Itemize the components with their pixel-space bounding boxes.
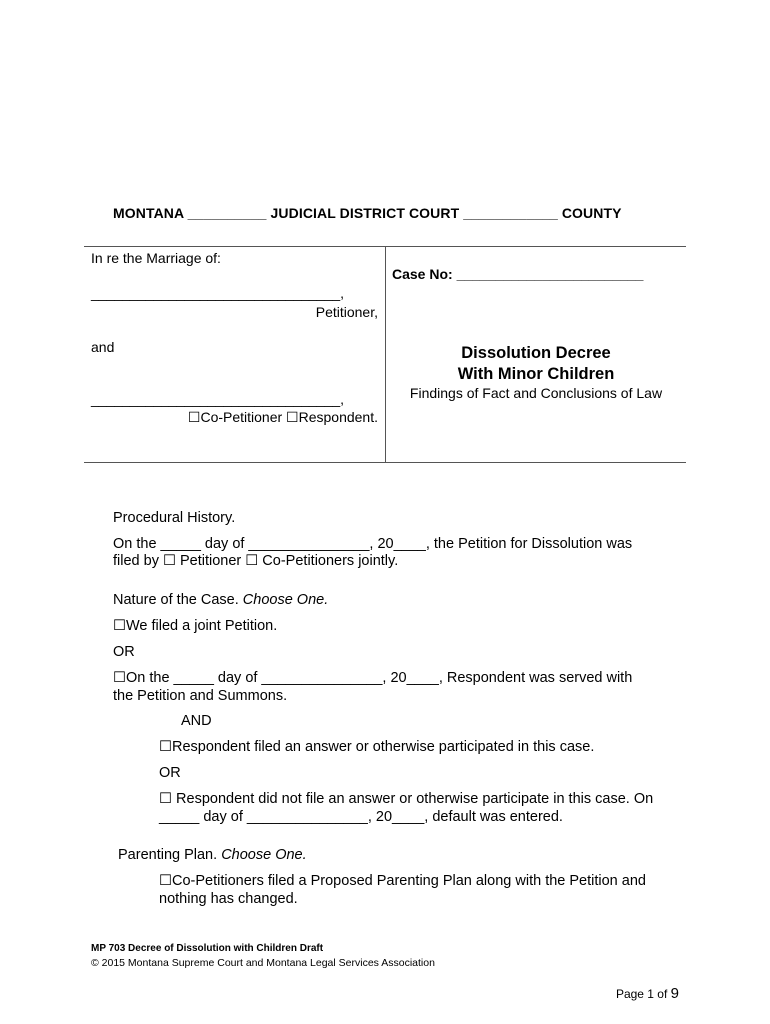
caption-bottom-rule — [84, 462, 686, 463]
petitioner-label: Petitioner, — [315, 304, 378, 320]
served-checkbox-line1[interactable]: ☐On the _____ day of _______________, 20____, Respondent was served with — [113, 670, 633, 686]
respondent-name-field[interactable]: ________________________________, — [91, 391, 345, 407]
served-line2: the Petition and Summons. — [113, 688, 288, 704]
procedural-history-line2[interactable]: filed by ☐ Petitioner ☐ Co-Petitioners jointly. — [113, 553, 399, 569]
or-label-2: OR — [159, 765, 181, 781]
copyright-footer: © 2015 Montana Supreme Court and Montana Legal Services Association — [91, 957, 435, 969]
or-label-1: OR — [113, 644, 135, 660]
procedural-history-line1[interactable]: On the _____ day of _______________, 20____, the Petition for Dissolution was — [113, 536, 633, 552]
page-number — [616, 985, 679, 1002]
parenting-plan-heading — [118, 847, 307, 864]
nature-choose-one: Choose One. — [242, 592, 329, 608]
petitioner-name-field[interactable]: ________________________________, — [91, 285, 345, 301]
and-label: and — [91, 339, 115, 355]
in-re-label: In re the Marriage of: — [91, 250, 221, 266]
court-header: MONTANA __________ JUDICIAL DISTRICT COURT ____________ COUNTY — [113, 205, 622, 221]
copetitioners-plan-checkbox[interactable]: ☐Co-Petitioners filed a Proposed Parenting Plan along with the Petition and — [159, 873, 646, 889]
procedural-history-heading: Procedural History. — [113, 510, 236, 526]
and-connector: AND — [181, 713, 212, 729]
page-prefix: Page 1 of — [615, 987, 671, 1001]
document-title-line1: Dissolution Decree — [461, 344, 611, 362]
respondent-role-checkboxes[interactable]: ☐Co-Petitioner ☐Respondent. — [187, 409, 378, 425]
respondent-answered-checkbox[interactable]: ☐Respondent filed an answer or otherwise participated in this case. — [159, 739, 595, 755]
nature-heading-text: Nature of the Case. — [113, 592, 239, 608]
parenting-choose-one: Choose One. — [221, 847, 307, 863]
default-checkbox-line1[interactable]: ☐ Respondent did not file an answer or otherwise participate in this case. On — [159, 791, 654, 807]
default-line2[interactable]: _____ day of _______________, 20____, default was entered. — [159, 809, 563, 825]
copetitioners-plan-line2: nothing has changed. — [159, 891, 298, 907]
page-total: 9 — [670, 985, 679, 1002]
joint-petition-checkbox[interactable]: ☐We filed a joint Petition. — [113, 618, 278, 634]
form-title-footer: MP 703 Decree of Dissolution with Children Draft — [91, 943, 324, 954]
document-subtitle: Findings of Fact and Conclusions of Law — [409, 385, 663, 401]
document-title-line2: With Minor Children — [457, 365, 615, 383]
nature-of-case-heading — [113, 592, 328, 609]
case-number-field[interactable]: Case No: ________________________ — [392, 266, 644, 282]
parenting-heading-text: Parenting Plan. — [118, 847, 218, 863]
